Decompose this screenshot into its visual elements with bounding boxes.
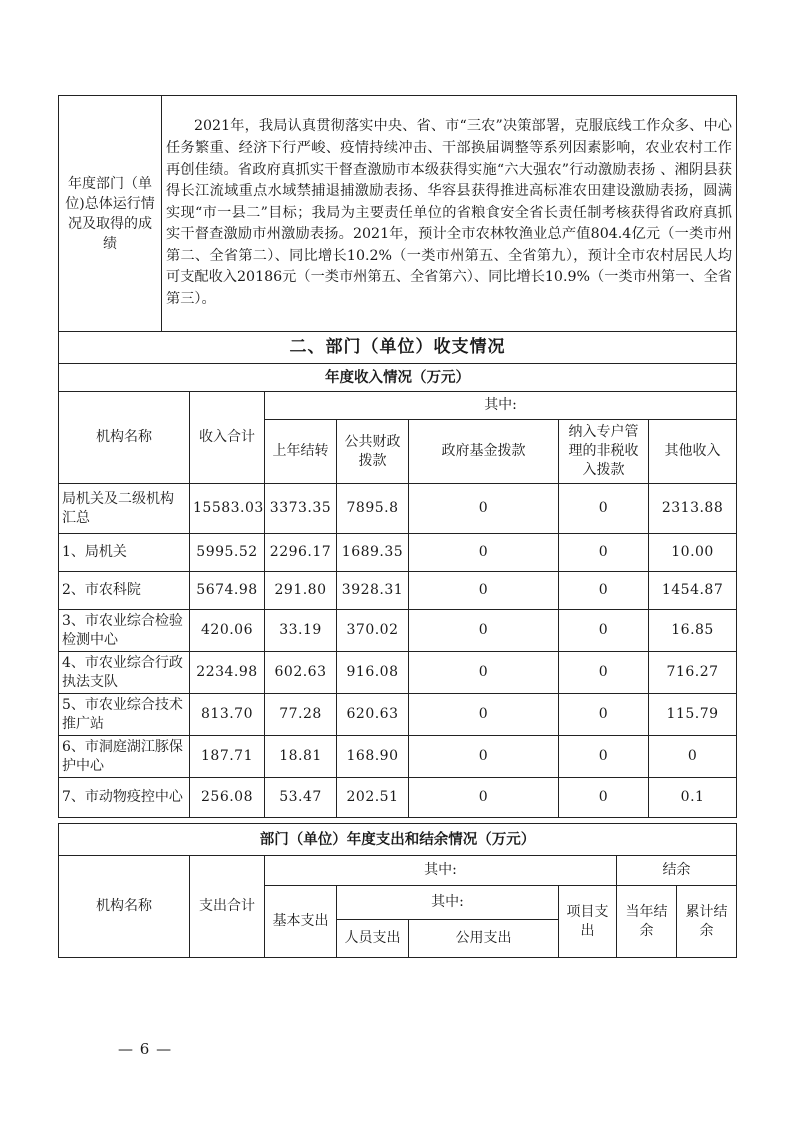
income-header-gov-fund: 政府基金拨款 <box>409 420 559 484</box>
row-name: 7、市动物疫控中心 <box>59 778 190 818</box>
expense-header-project: 项目支出 <box>559 886 617 958</box>
row-gov-fund: 0 <box>409 778 559 818</box>
expense-header-public-use: 公用支出 <box>409 920 559 958</box>
row-name: 2、市农科院 <box>59 572 190 610</box>
row-gov-fund: 0 <box>409 534 559 572</box>
row-total: 813.70 <box>190 694 265 736</box>
expense-header-of-which: 其中: <box>265 856 617 886</box>
row-non-tax: 0 <box>559 610 649 652</box>
income-header-carryover: 上年结转 <box>265 420 337 484</box>
row-other: 115.79 <box>649 694 737 736</box>
row-public-finance: 1689.35 <box>337 534 409 572</box>
row-name: 1、局机关 <box>59 534 190 572</box>
row-non-tax: 0 <box>559 484 649 534</box>
row-name: 局机关及二级机构汇总 <box>59 484 190 534</box>
table-row <box>59 484 737 534</box>
row-public-finance: 370.02 <box>337 610 409 652</box>
table-row <box>59 736 737 778</box>
row-other: 716.27 <box>649 652 737 694</box>
row-total: 5995.52 <box>190 534 265 572</box>
row-public-finance: 916.08 <box>337 652 409 694</box>
row-public-finance: 620.63 <box>337 694 409 736</box>
row-other: 10.00 <box>649 534 737 572</box>
expense-header-total: 支出合计 <box>190 856 265 958</box>
expense-table <box>58 823 737 958</box>
table-row <box>59 610 737 652</box>
row-non-tax: 0 <box>559 534 649 572</box>
row-gov-fund: 0 <box>409 572 559 610</box>
row-gov-fund: 0 <box>409 484 559 534</box>
table-row <box>59 694 737 736</box>
page-number: — 6 — <box>118 1040 173 1058</box>
row-gov-fund: 0 <box>409 736 559 778</box>
expense-header-balance: 结余 <box>617 856 737 886</box>
row-gov-fund: 0 <box>409 610 559 652</box>
row-other: 1454.87 <box>649 572 737 610</box>
table-row <box>59 652 737 694</box>
row-carryover: 33.19 <box>265 610 337 652</box>
income-header-other: 其他收入 <box>649 420 737 484</box>
row-total: 256.08 <box>190 778 265 818</box>
row-total: 2234.98 <box>190 652 265 694</box>
row-total: 420.06 <box>190 610 265 652</box>
row-total: 187.71 <box>190 736 265 778</box>
summary-table <box>58 95 737 332</box>
table-row <box>59 572 737 610</box>
row-non-tax: 0 <box>559 778 649 818</box>
row-carryover: 3373.35 <box>265 484 337 534</box>
income-title: 年度收入情况（万元） <box>59 364 737 392</box>
expense-header-current-balance: 当年结余 <box>617 886 677 958</box>
summary-body: 2021年，我局认真贯彻落实中央、省、市“三农”决策部署，克服底线工作众多、中心任务繁重、经济下行严峻、疫情持续冲击、干部换届调整等系列因素影响，农业农村工作再创佳绩。省政府真抓实干督查激励市本级获得实施“六大强农”行动激励表扬 、湘阴县获得长江流域重点水域禁捕退捕激励表扬、华容县获得推进高标准农田建设激励表扬，圆满实现“市一县二”目标；我局为主要责任单位的省粮食安全省长责任制考核获得省政府真抓实干督查激励市州激励表扬。2021年，预计全市农林牧渔业总产值804.4亿元（一类市州第二、全省第二）、同比增长10.2%（一类市州第五、全省第九），预计全市农村居民人均可支配收入20186元（一类市州第五、全省第六）、同比增长10.9%（一类市州第一、全省第三）。 <box>166 118 732 308</box>
row-carryover: 53.47 <box>265 778 337 818</box>
table-row <box>59 778 737 818</box>
row-non-tax: 0 <box>559 652 649 694</box>
row-public-finance: 7895.8 <box>337 484 409 534</box>
row-carryover: 2296.17 <box>265 534 337 572</box>
summary-text <box>162 96 737 332</box>
row-other: 2313.88 <box>649 484 737 534</box>
row-non-tax: 0 <box>559 736 649 778</box>
income-header-of-which: 其中: <box>265 392 737 420</box>
row-other: 16.85 <box>649 610 737 652</box>
row-gov-fund: 0 <box>409 694 559 736</box>
income-header-total: 收入合计 <box>190 392 265 484</box>
summary-label: 年度部门（单位)总体运行情况及取得的成绩 <box>59 96 162 332</box>
expense-header-of-which-2: 其中: <box>337 886 559 920</box>
table-row <box>59 534 737 572</box>
row-public-finance: 3928.31 <box>337 572 409 610</box>
row-carryover: 291.80 <box>265 572 337 610</box>
row-carryover: 602.63 <box>265 652 337 694</box>
row-total: 15583.03 <box>190 484 265 534</box>
row-other: 0 <box>649 736 737 778</box>
row-name: 5、市农业综合技术推广站 <box>59 694 190 736</box>
row-non-tax: 0 <box>559 694 649 736</box>
row-name: 3、市农业综合检验检测中心 <box>59 610 190 652</box>
row-carryover: 18.81 <box>265 736 337 778</box>
row-public-finance: 168.90 <box>337 736 409 778</box>
expense-header-accumulated-balance: 累计结余 <box>677 886 737 958</box>
row-public-finance: 202.51 <box>337 778 409 818</box>
row-total: 5674.98 <box>190 572 265 610</box>
row-name: 4、市农业综合行政执法支队 <box>59 652 190 694</box>
expense-header-basic: 基本支出 <box>265 886 337 958</box>
expense-header-personnel: 人员支出 <box>337 920 409 958</box>
row-other: 0.1 <box>649 778 737 818</box>
expense-title: 部门（单位）年度支出和结余情况（万元） <box>59 824 737 856</box>
income-header-non-tax: 纳入专户管理的非税收入拨款 <box>559 420 649 484</box>
section-title: 二、部门（单位）收支情况 <box>59 332 737 364</box>
row-gov-fund: 0 <box>409 652 559 694</box>
income-header-public-finance: 公共财政拨款 <box>337 420 409 484</box>
row-name: 6、市洞庭湖江豚保护中心 <box>59 736 190 778</box>
row-carryover: 77.28 <box>265 694 337 736</box>
income-header-org: 机构名称 <box>59 392 190 484</box>
expense-header-org: 机构名称 <box>59 856 190 958</box>
row-non-tax: 0 <box>559 572 649 610</box>
income-table <box>58 331 737 818</box>
